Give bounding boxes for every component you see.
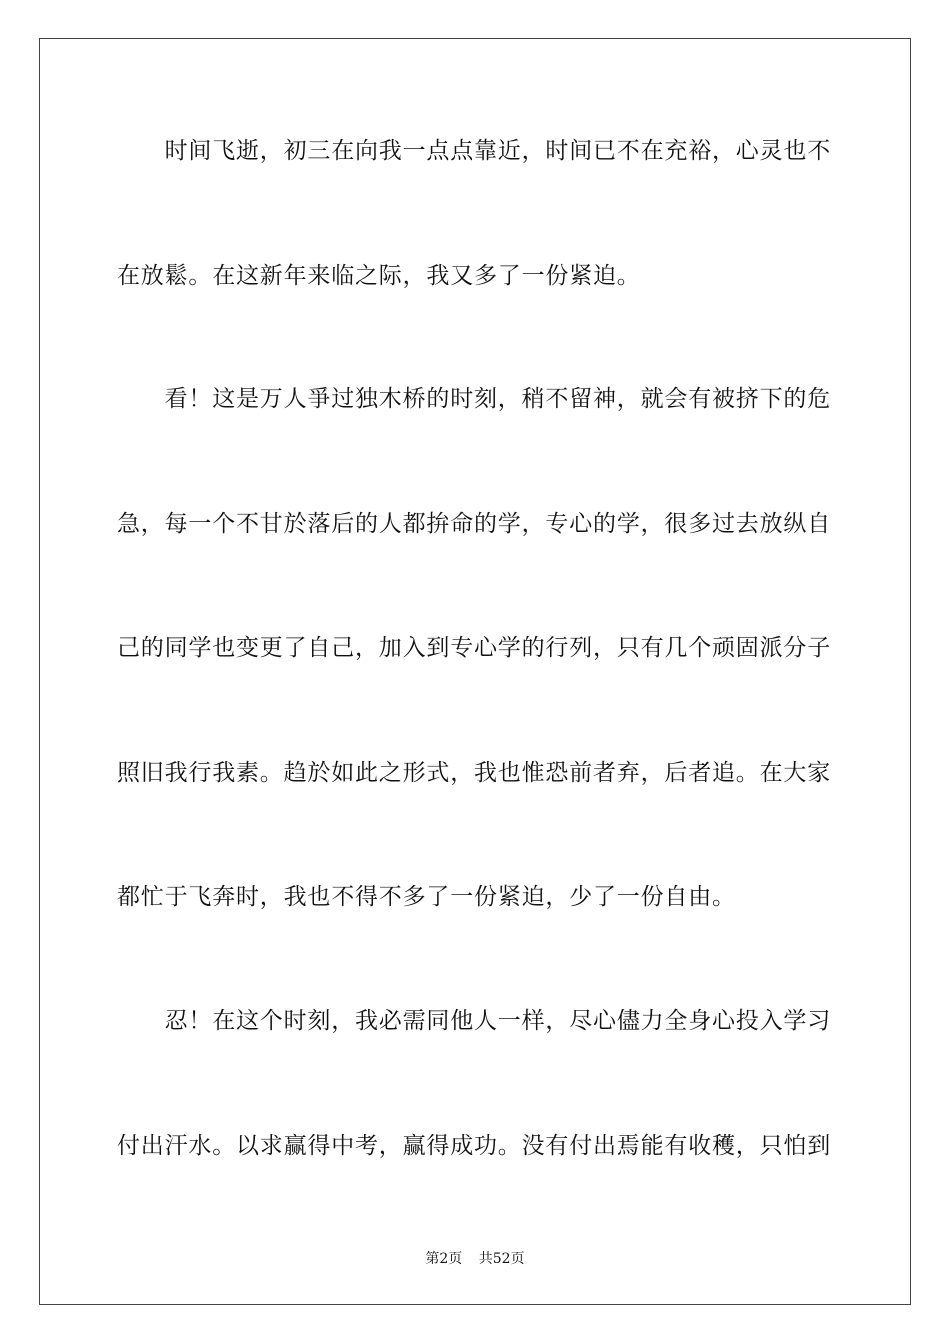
text-line-4: 急，每一个不甘於落后的人都拚命的学，专心的学，很多过去放纵自	[117, 511, 831, 537]
text-line-1: 时间飞逝，初三在向我一点点靠近，时间已不在充裕，心灵也不	[117, 138, 831, 164]
text-line-6: 照旧我行我素。趋於如此之形式，我也惟恐前者弃，后者追。在大家	[117, 760, 831, 786]
text-line-8: 忍！在这个时刻，我必需同他人一样，尽心儘力全身心投入学习	[117, 1008, 831, 1034]
page-footer	[0, 1248, 950, 1268]
text-line-7: 都忙于飞奔时，我也不得不多了一份紧迫，少了一份自由。	[117, 884, 736, 910]
page-number: 第2页	[425, 1251, 463, 1267]
text-line-2: 在放鬆。在这新年来临之际，我又多了一份紧迫。	[117, 263, 641, 289]
text-line-9: 付出汗水。以求赢得中考，赢得成功。没有付出焉能有收穫，只怕到	[117, 1133, 831, 1159]
text-line-3: 看！这是万人爭过独木桥的时刻，稍不留神，就会有被挤下的危	[117, 386, 831, 412]
text-line-5: 己的同学也变更了自己，加入到专心学的行列，只有几个顽固派分子	[117, 635, 831, 661]
page-border	[39, 38, 911, 1305]
page-total: 共52页	[478, 1251, 525, 1267]
